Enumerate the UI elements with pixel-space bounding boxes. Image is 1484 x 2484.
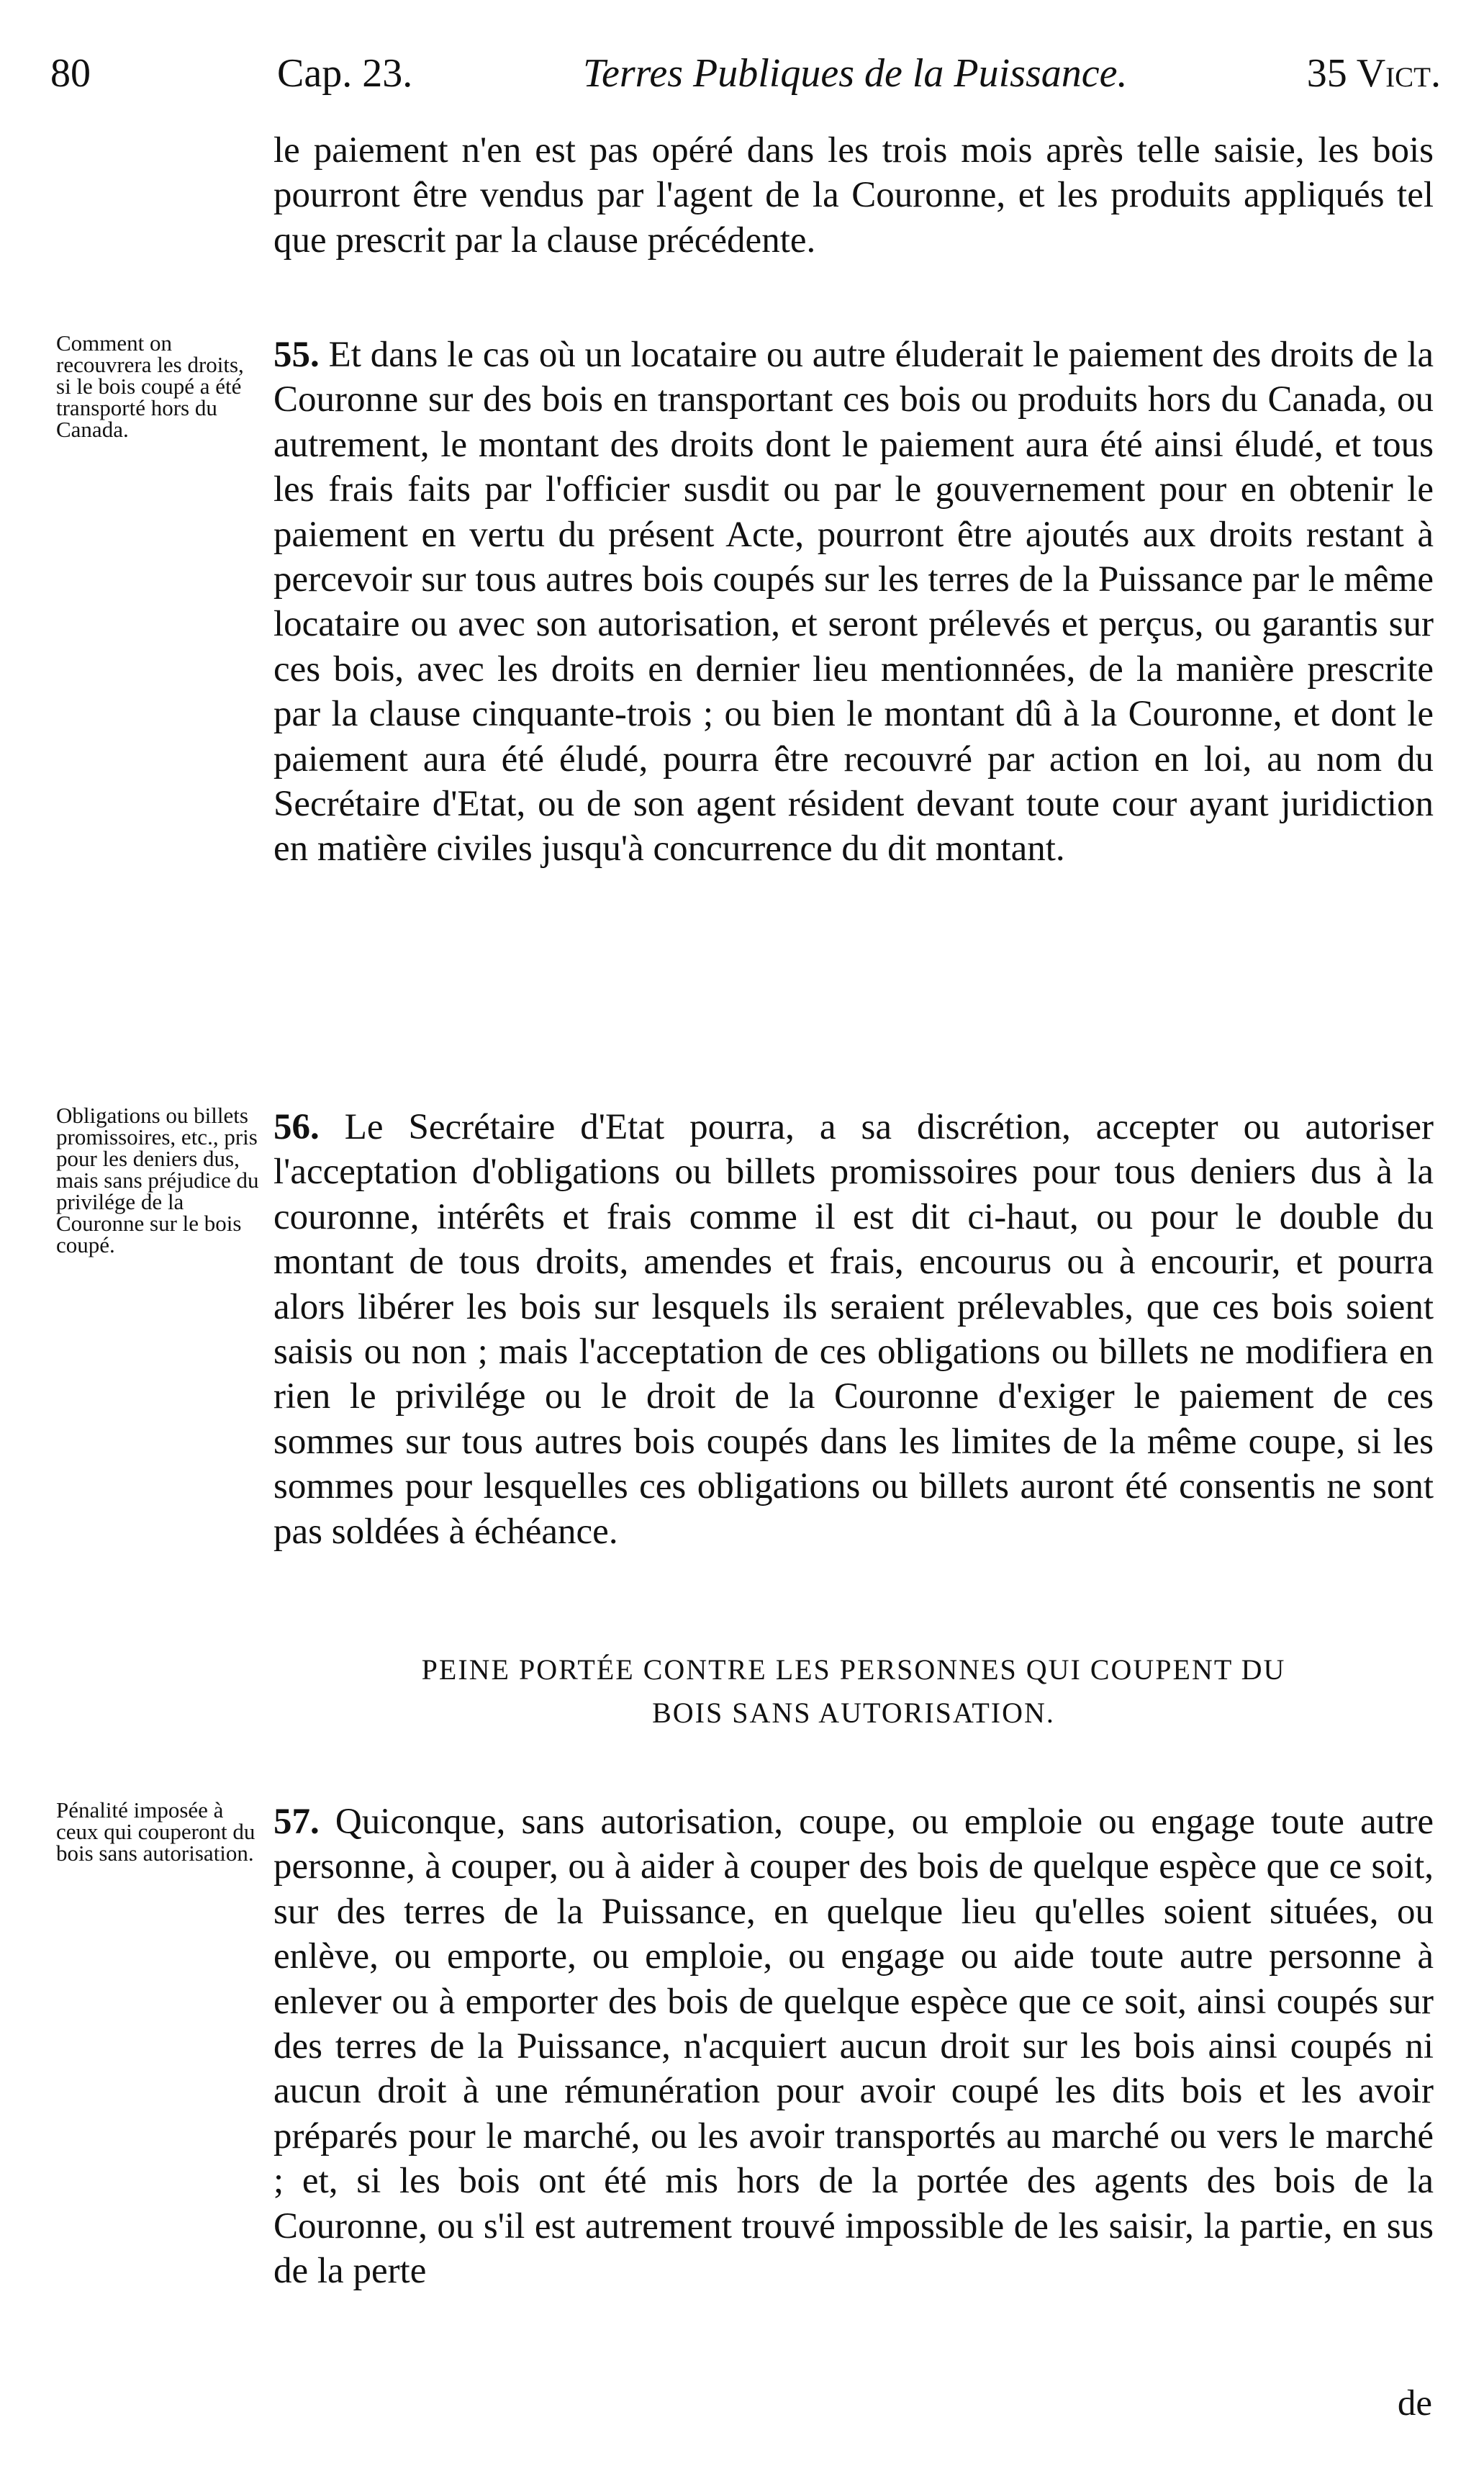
section-heading — [273, 1648, 1434, 1735]
section-57 — [273, 1799, 1434, 2293]
margin-note-56: Obligations ou billets promissoires, etc., pris pour les deniers dus, mais sans préjudice du privilége de la Couronne sur le bois coupé. — [56, 1103, 259, 1257]
section-text-55: Et dans le cas où un locataire ou autre éluderait le paiement des droits de la Couronne sur des bois en transportant ces bois ou produits hors du Canada, ou autrement, le montant des droits dont le paiement aura été ainsi éludé, et tous les frais faits par l'officier susdit ou par le gouvernement pour en obtenir le paiement en vertu du présent Acte, pourront être ajoutés aux droits restant à percevoir sur tous autres bois coupés sur les terres de la Puissance par le même locataire ou avec son autorisation, et seront prélevés et perçus, ou garantis sur ces bois, avec les droits en dernier lieu mentionnées, de la manière prescrite par la clause cinquante-trois ; ou bien le montant dû à la Couronne, et dont le paiement aura été éludé, pourra être recouvré par action en loi, au nom du Secrétaire d'Etat, ou de son agent résident devant toute cour ayant juridiction en matière civiles jusqu'à concurrence du dit montant. — [273, 335, 1434, 870]
catchword: de — [1397, 2383, 1432, 2424]
section-number-57: 57. — [273, 1802, 320, 1842]
margin-note-57: Pénalité imposée à ceux qui couperont du bois sans autorisation. — [56, 1797, 255, 1866]
running-header — [50, 50, 1441, 115]
intro-paragraph — [273, 128, 1434, 263]
running-title: Terres Publiques de la Puissance. — [583, 51, 1128, 96]
section-text-56: Le Secrétaire d'Etat pourra, a sa discrétion, accepter ou autoriser l'acceptation d'obligations ou billets promissoires pour tous deniers dus à la couronne, intérêts et frais comme il est dit ci-haut, ou pour le double du montant de tous droits, amendes et frais, encourus ou à encourir, et pourra alors libérer les bois sur lesquels ils seraient prélevables, que ces bois soient saisis ou non ; mais l'acceptation de ces obligations ou billets ne modifiera en rien le privilége ou le droit de la Couronne d'exiger le paiement de ces sommes sur tous autres bois coupés dans les limites de la même coupe, si les sommes pour lesquelles ces obligations ou billets auront été consentis ne sont pas soldées à échéance. — [273, 1107, 1434, 1552]
chapter-label: Cap. 23. — [277, 51, 413, 96]
section-number-55: 55. — [273, 335, 320, 375]
page-number: 80 — [50, 51, 91, 96]
heading-line-2: BOIS SANS AUTORISATION. — [652, 1697, 1055, 1729]
section-number-56: 56. — [273, 1107, 320, 1147]
heading-line-1: PEINE PORTÉE CONTRE LES PERSONNES QUI COUPENT DU — [421, 1653, 1286, 1686]
section-text-57: Quiconque, sans autorisation, coupe, ou emploie ou engage toute autre personne, à couper, ou à aider à couper des bois de quelque espèce que ce soit, sur des terres de la Puissance, en quelque lieu qu'elles soient situées, ou enlève, ou emporte, ou emploie, ou engage ou aide toute autre personne à enlever ou à emporter des bois de quelque espèce que ce soit, ainsi coupés sur des terres de la Puissance, n'acquiert aucun droit sur les bois ainsi coupés ni aucun droit à une rémunération pour avoir coupé les dits bois et les avoir préparés pour le marché, ou les avoir transportés au marché ou vers le marché ; et, si les bois ont été mis hors de la portée des agents des bois de la Couronne, ou s'il est autrement trouvé impossible de les saisir, la partie, en sus de la perte — [273, 1802, 1434, 2292]
regnal-year: 35 Vict. — [1306, 51, 1441, 96]
section-55 — [273, 333, 1434, 872]
intro-text: le paiement n'en est pas opéré dans les trois mois après telle saisie, les bois pourront être vendus par l'agent de la Couronne, et les produits appliqués tel que prescrit par la clause précédente. — [273, 130, 1434, 261]
section-56 — [273, 1105, 1434, 1554]
margin-note-55: Comment on recouvrera les droits, si le bois coupé a été transporté hors du Canada. — [56, 330, 244, 442]
